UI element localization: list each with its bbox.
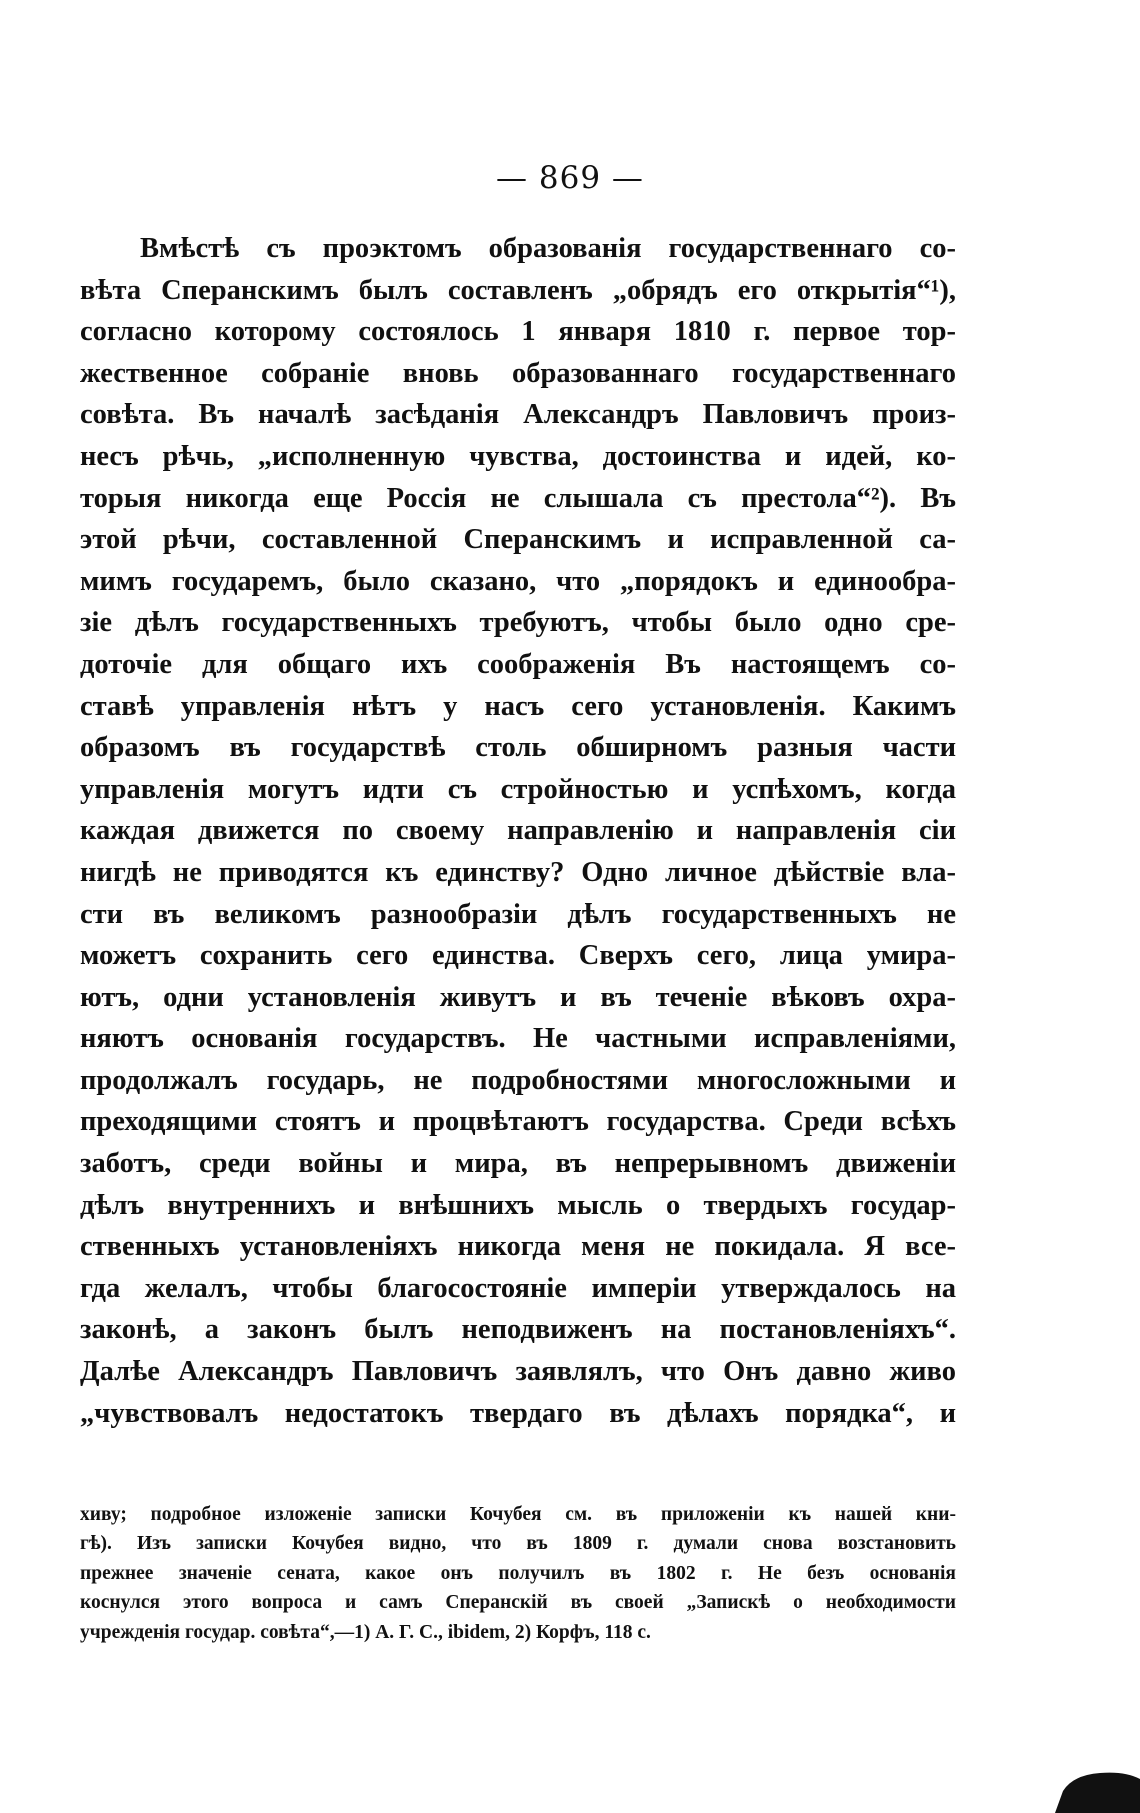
text-line: Вмѣстѣ съ проэктомъ образованія государственнаго со-: [140, 233, 956, 264]
text-line: законѣ, а законъ былъ неподвиженъ на постановленіяхъ“.: [80, 1314, 956, 1346]
text-line: заботъ, среди войны и мира, въ непрерывномъ движеніи: [80, 1148, 956, 1180]
page-number: — 869 —: [496, 160, 644, 196]
text-line: совѣта. Въ началѣ засѣданія Александръ Павловичъ произ-: [80, 399, 956, 431]
text-line: вѣта Сперанскимъ былъ составленъ „обрядъ его открытія“¹),: [80, 274, 956, 306]
text-line: Далѣе Александръ Павловичъ заявлялъ, что Онъ давно живо: [80, 1356, 956, 1388]
text-line: гда желалъ, чтобы благосостояніе имперіи утверждалось на: [80, 1272, 956, 1304]
footnote-line: коснулся этого вопроса и самъ Сперанскій въ своей „Запискѣ о необходимости: [80, 1592, 956, 1614]
footnote-line: учрежденія государ. совѣта“,—1) А. Г. С., ibidem, 2) Корфъ, 118 с.: [80, 1621, 651, 1643]
text-line: торыя никогда еще Россія не слышала съ престола“²). Въ: [80, 482, 956, 514]
text-line: каждая движется по своему направленію и направленія сіи: [80, 815, 956, 847]
text-line: образомъ въ государствѣ столь обширномъ разныя части: [80, 732, 956, 764]
footnote-line: хиву; подробное изложеніе записки Кочубея см. въ приложеніи къ нашей кни-: [80, 1504, 956, 1525]
footnote-line: гѣ). Изъ записки Кочубея видно, что въ 1809 г. думали снова возстановить: [80, 1533, 956, 1555]
text-line: доточіе для общаго ихъ соображенія Въ настоящемъ со-: [80, 648, 956, 680]
text-line: продолжалъ государь, не подробностями многосложными и: [80, 1064, 956, 1096]
text-line: дѣлъ внутреннихъ и внѣшнихъ мысль о твердыхъ государ-: [80, 1189, 956, 1221]
footnote-line: прежнее значеніе сената, какое онъ получилъ въ 1802 г. Не безъ основанія: [80, 1562, 956, 1584]
text-line: жественное собраніе вновь образованнаго государственнаго: [80, 357, 956, 389]
text-line: нигдѣ не приводятся къ единству? Одно личное дѣйствіе вла-: [80, 856, 956, 888]
text-line: ставѣ управленія нѣтъ у насъ сего установленія. Какимъ: [80, 690, 956, 722]
text-line: „чувствовалъ недостатокъ твердаго въ дѣлахъ порядка“, и: [80, 1397, 956, 1429]
page-edge-mark: [1055, 1765, 1140, 1813]
footnotes: [80, 1500, 956, 1647]
text-line: ютъ, одни установленія живутъ и въ теченіе вѣковъ охра-: [80, 981, 956, 1013]
text-line: несъ рѣчь, „исполненную чувства, достоинства и идей, ко-: [80, 440, 956, 472]
text-line: мимъ государемъ, было сказано, что „порядокъ и единообра-: [80, 565, 956, 597]
main-text: [80, 228, 956, 1434]
text-line: преходящими стоятъ и процвѣтаютъ государства. Среди всѣхъ: [80, 1106, 956, 1138]
text-line: согласно которому состоялось 1 января 1810 г. первое тор-: [80, 316, 956, 348]
text-line: этой рѣчи, составленной Сперанскимъ и исправленной са-: [80, 524, 956, 556]
text-line: няютъ основанія государствъ. Не частными исправленіями,: [80, 1023, 956, 1055]
text-line: сти въ великомъ разнообразіи дѣлъ государственныхъ не: [80, 898, 956, 930]
text-line: зіе дѣлъ государственныхъ требуютъ, чтобы было одно сре-: [80, 607, 956, 639]
text-line: ственныхъ установленіяхъ никогда меня не покидала. Я все-: [80, 1231, 956, 1263]
text-line: управленія могутъ идти съ стройностью и успѣхомъ, когда: [80, 773, 956, 805]
text-line: можетъ сохранить сего единства. Сверхъ сего, лица умира-: [80, 940, 956, 972]
